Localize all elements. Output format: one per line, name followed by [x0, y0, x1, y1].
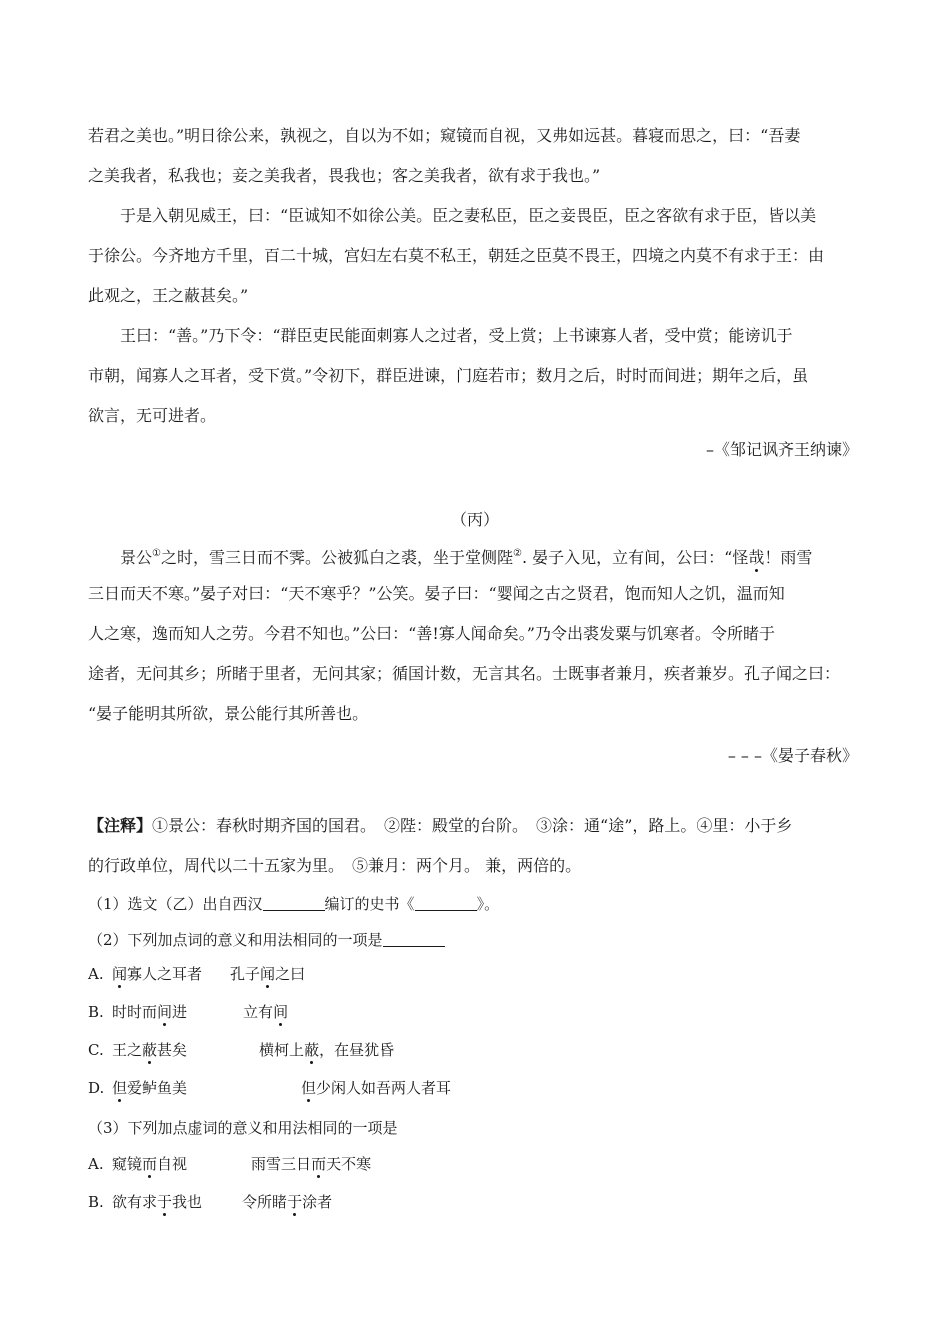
passage-yi-line: 于是入朝见威王，曰：“臣诚知不如徐公美。臣之妻私臣，臣之妾畏臣，臣之客欲有求于臣，皆以美 [120, 206, 817, 225]
q2-option-a: A. 闻寡人之耳者 孔子闻之曰 [88, 965, 306, 983]
notes-label: 【注释】 [88, 816, 153, 835]
emphasis-dot-word: 闻 [112, 965, 128, 983]
passage-yi-line: 于徐公。今齐地方千里，百二十城，宫妇左右莫不私王，朝廷之臣莫不畏王，四境之内莫不有求于王：由 [88, 246, 825, 265]
passage-bing-heading: （丙） [450, 510, 499, 529]
q2-option-c: C. 王之蔽甚矣 横柯上蔽，在昼犹昏 [88, 1041, 395, 1059]
passage-bing-line: 人之寒，逸而知人之劳。今君不知也。”公曰：“善!寡人闻命矣。”乃令出裘发粟与饥寒者。令所睹于 [88, 624, 775, 643]
emphasis-dot-word: 而 [311, 1155, 327, 1173]
emphasis-dot-word: 哉 [748, 548, 765, 567]
emphasis-dot-word: 闻 [260, 965, 276, 983]
passage-yi-line: 市朝，闻寡人之耳者，受下赏。”令初下，群臣进谏，门庭若市；数月之后，时时而间进；期年之后，虽 [88, 366, 809, 385]
q3-option-a: A. 窥镜而自视 雨雪三日而天不寒 [88, 1155, 372, 1173]
passage-bing-line: 景公①之时，雪三日而不霁。公被狐白之裘，坐于堂侧陛②. 晏子入见，立有间，公曰：“怪哉！雨雪 [120, 548, 813, 567]
q3-option-b: B. 欲有求于我也 令所睹于涂者 [88, 1193, 333, 1211]
question-3: （3）下列加点虚词的意义和用法相同的一项是 [88, 1119, 398, 1137]
emphasis-dot-word: 间 [157, 1003, 173, 1021]
emphasis-dot-word: 但 [301, 1079, 317, 1097]
notes-line: 【注释】①景公：春秋时期齐国的国君。 ②陛：殿堂的台阶。 ③涂：通“途”，路上。④里：小于乡 [88, 816, 793, 835]
passage-yi-line: 此观之，王之蔽甚矣。” [88, 286, 249, 305]
emphasis-dot-word: 蔽 [142, 1041, 158, 1059]
emphasis-dot-word: 但 [112, 1079, 128, 1097]
emphasis-dot-word: 于 [157, 1193, 173, 1211]
answer-blank [415, 894, 477, 911]
question-1: （1）选文（乙）出自西汉 编订的史书《 》。 [88, 895, 500, 913]
passage-yi-line: 欲言，无可进者。 [88, 406, 217, 425]
notes-line: 的行政单位，周代以二十五家为里。 ⑤兼月：两个月。 兼，两倍的。 [88, 856, 582, 875]
passage-bing-source: – – –《晏子春秋》 [727, 746, 858, 765]
q2-option-d: D. 但爱鲈鱼美 但少闲人如吾两人者耳 [88, 1079, 452, 1097]
question-2: （2）下列加点词的意义和用法相同的一项是 [88, 930, 445, 950]
passage-bing-line: 三日而天不寒。”晏子对曰：“天不寒乎？”公笑。晏子曰：“婴闻之古之贤君，饱而知人之饥，温而知 [88, 584, 785, 603]
passage-bing-line: “晏子能明其所欲，景公能行其所善也。 [88, 704, 369, 723]
passage-yi-line: 王曰：“善。”乃下令：“群臣吏民能面刺寡人之过者，受上赏；上书谏寡人者，受中赏；能谤讥于 [120, 326, 793, 345]
passage-yi-line: 若君之美也。”明日徐公来，孰视之，自以为不如；窥镜而自视，又弗如远甚。暮寝而思之，曰：“吾妻 [88, 126, 801, 145]
emphasis-dot-word: 间 [273, 1003, 289, 1021]
passage-yi-line: 之美我者，私我也；妾之美我者，畏我也；客之美我者，欲有求于我也。” [88, 166, 601, 185]
passage-yi-source: –《邹记讽齐王纳谏》 [705, 440, 858, 459]
q2-option-b: B. 时时而间进 立有间 [88, 1003, 289, 1021]
emphasis-dot-word: 蔽 [304, 1041, 320, 1059]
passage-bing-line: 途者，无问其乡；所睹于里者，无问其家；循国计数，无言其名。士既事者兼月，疾者兼岁。孔子闻之曰： [88, 664, 841, 683]
emphasis-dot-word: 于 [287, 1193, 303, 1211]
answer-blank [383, 930, 445, 947]
emphasis-dot-word: 而 [142, 1155, 158, 1173]
answer-blank [263, 894, 325, 911]
